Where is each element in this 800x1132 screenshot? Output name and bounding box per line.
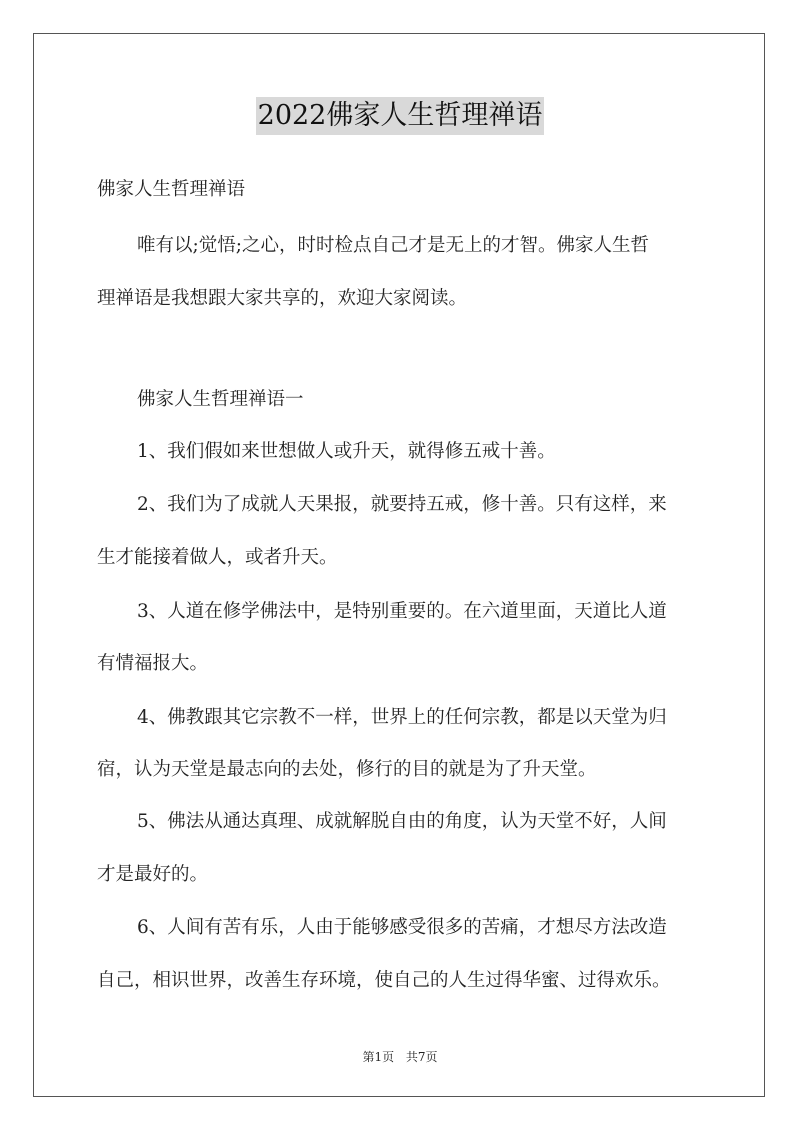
item-4-line-2: 宿，认为天堂是最志向的去处，修行的目的就是为了升天堂。 <box>97 759 597 780</box>
item-6-line-1: 6、人间有苦有乐，人由于能够感受很多的苦痛，才想尽方法改造 <box>137 917 667 938</box>
item-5-line-1: 5、佛法从通达真理、成就解脱自由的角度，认为天堂不好，人间 <box>137 811 667 832</box>
section-heading: 佛家人生哲理禅语一 <box>137 389 304 410</box>
item-6-line-2: 自己，相识世界，改善生存环境，使自己的人生过得华蜜、过得欢乐。 <box>97 970 671 991</box>
page-number: 第1页 <box>362 1050 395 1064</box>
page-footer <box>0 1048 800 1065</box>
item-1-line-1: 1、我们假如来世想做人或升天，就得修五戒十善。 <box>137 441 556 462</box>
item-5-line-2: 才是最好的。 <box>97 864 209 885</box>
item-4-line-1: 4、佛教跟其它宗教不一样，世界上的任何宗教，都是以天堂为归 <box>137 707 667 728</box>
item-3-line-1: 3、人道在修学佛法中，是特别重要的。在六道里面，天道比人道 <box>137 601 667 622</box>
document-title: 2022佛家人生哲理禅语 <box>256 97 545 135</box>
item-2-line-1: 2、我们为了成就人天果报，就要持五戒，修十善。只有这样，来 <box>137 494 667 515</box>
intro-line-2: 理禅语是我想跟大家共享的，欢迎大家阅读。 <box>97 288 468 309</box>
intro-line-1: 唯有以;觉悟;之心，时时检点自己才是无上的才智。佛家人生哲 <box>137 235 649 256</box>
document-subtitle: 佛家人生哲理禅语 <box>97 179 246 200</box>
title-wrap <box>0 97 800 135</box>
page-total: 共7页 <box>405 1050 438 1064</box>
item-3-line-2: 有情福报大。 <box>97 653 209 674</box>
item-2-line-2: 生才能接着做人，或者升天。 <box>97 547 338 568</box>
